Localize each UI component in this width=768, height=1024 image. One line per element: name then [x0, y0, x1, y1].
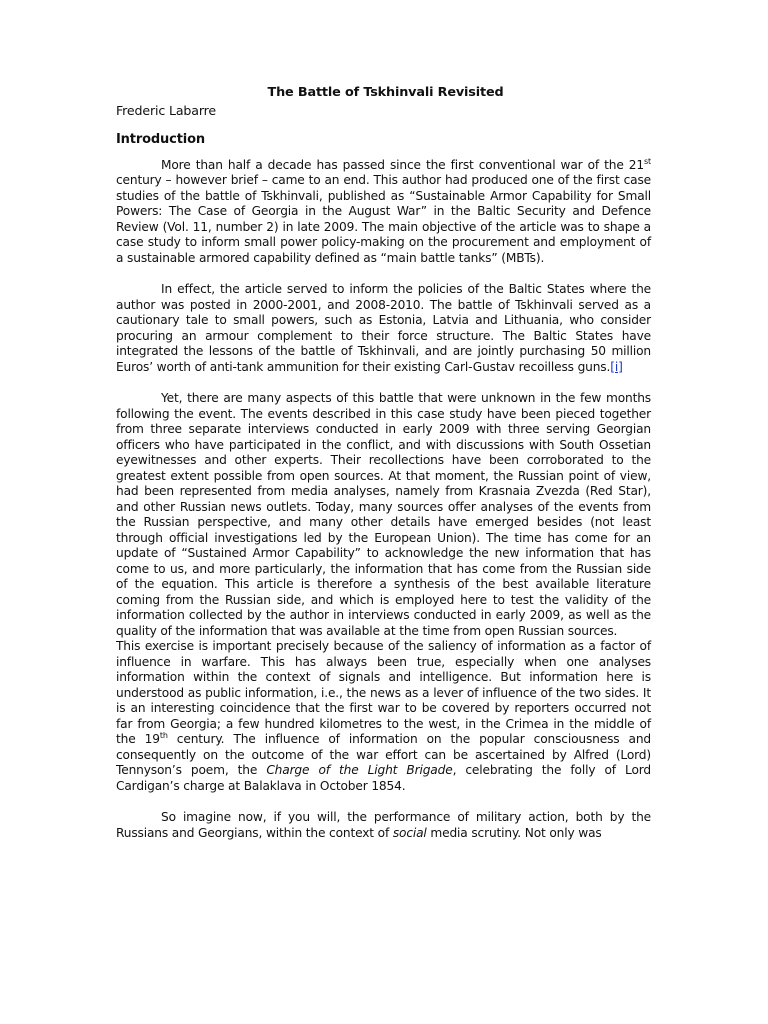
paragraph-5-text-b: media scrutiny. Not only was [426, 825, 602, 840]
poem-title: Charge of the Light Brigade [266, 763, 453, 777]
paragraph-5-italic: social [392, 825, 427, 840]
document-page [116, 85, 651, 841]
paragraph-2-text: In effect, the article served to inform the policies of the Baltic States where the author was posted in 2000-2001, and 2008-2010. The battle of Tskhinvali served as a cautionary tale to small powers, such as Estonia, Latvia and Lithuania, who consider procuring an armour complement to their force structure. The Baltic States have integrated the lessons of the battle of Tskhinvali, and are jointly purchasing 50 million Euros’ worth of anti-tank ammunition for their existing Carl-Gustav recoilless guns. [116, 282, 651, 374]
paragraph-4-text-a: This exercise is important precisely because of the saliency of information as a factor of influence in warfare. This has always been true, especially when one analyses information within the context of signals and intelligence. But information here is understood as public information, i.e., the news as a lever of influence of the two sides. It is an interesting coincidence that the first war to be covered by reporters occurred not far from Georgia; a few hundred kilometres to the west, in the Crimea in the middle of the 19 [116, 639, 651, 746]
paragraph-1-text-a: More than half a decade has passed since the first conventional war of the 21 [161, 157, 644, 172]
footnote-link[interactable]: [i] [610, 359, 623, 374]
paragraph-1 [116, 158, 651, 267]
paragraph-5 [116, 810, 651, 841]
section-heading: Introduction [116, 131, 205, 147]
paragraph-3: Yet, there are many aspects of this battle that were unknown in the few months following the event. The events described in this case study have been pieced together from three separate interviews conducted in early 2009 with three serving Georgian officers who have participated in the conflict, and with discussions with South Ossetian eyewitnesses and other experts. Their recollections have been corroborated to the greatest extent possible from open sources. At that moment, the Russian point of view, had been represented from media analyses, namely from Krasnaia Zvezda (Red Star), and other Russian news outlets. Today, many sources offer analyses of the events from the Russian perspective, and many other details have emerged besides (not least through official investigations led by the European Union). The time has come for an update of “Sustained Armor Capability” to acknowledge the new information that has come to us, and more particularly, the information that has come from the Russian side of the equation. This article is therefore a synthesis of the best available literature coming from the Russian side, and which is employed here to test the validity of the information collected by the author in interviews conducted in early 2009, as well as the quality of the information that was available at the time from open Russian sources. [116, 391, 651, 638]
paragraph-1-superscript: st [643, 156, 651, 166]
paragraph-1-text-b: century – however brief – came to an end. This author had produced one of the first case studies of the battle of Tskhinvali, published as “Sustainable Armor Capability for Small Powers: The Case of Georgia in the August War” in the Baltic Security and Defence Review (Vol. 11, number 2) in late 2009. The main objective of the article was to shape a case study to inform small power policy-making on the procurement and employment of a sustainable armored capability defined as “main battle tanks” (MBTs). [116, 173, 651, 265]
paragraph-5-text-a: So imagine now, if you will, the performance of military action, both by the Russians and Georgians, within the context of [116, 810, 651, 840]
paragraph-2 [116, 282, 651, 375]
author-name: Frederic Labarre [116, 103, 216, 118]
paragraph-4-text-b: century. The influence of information on the popular consciousness and consequently on the outcome of the war effort can be ascertained by Alfred (Lord) Tennyson’s poem, the [116, 732, 652, 777]
paragraph-4-text-c: , celebrating the folly of Lord Cardigan’s charge at Balaklava in October 1854. [116, 763, 651, 793]
paragraph-4-superscript: th [159, 730, 168, 740]
paragraph-4 [116, 639, 651, 794]
document-title: The Battle of Tskhinvali Revisited [267, 85, 504, 100]
